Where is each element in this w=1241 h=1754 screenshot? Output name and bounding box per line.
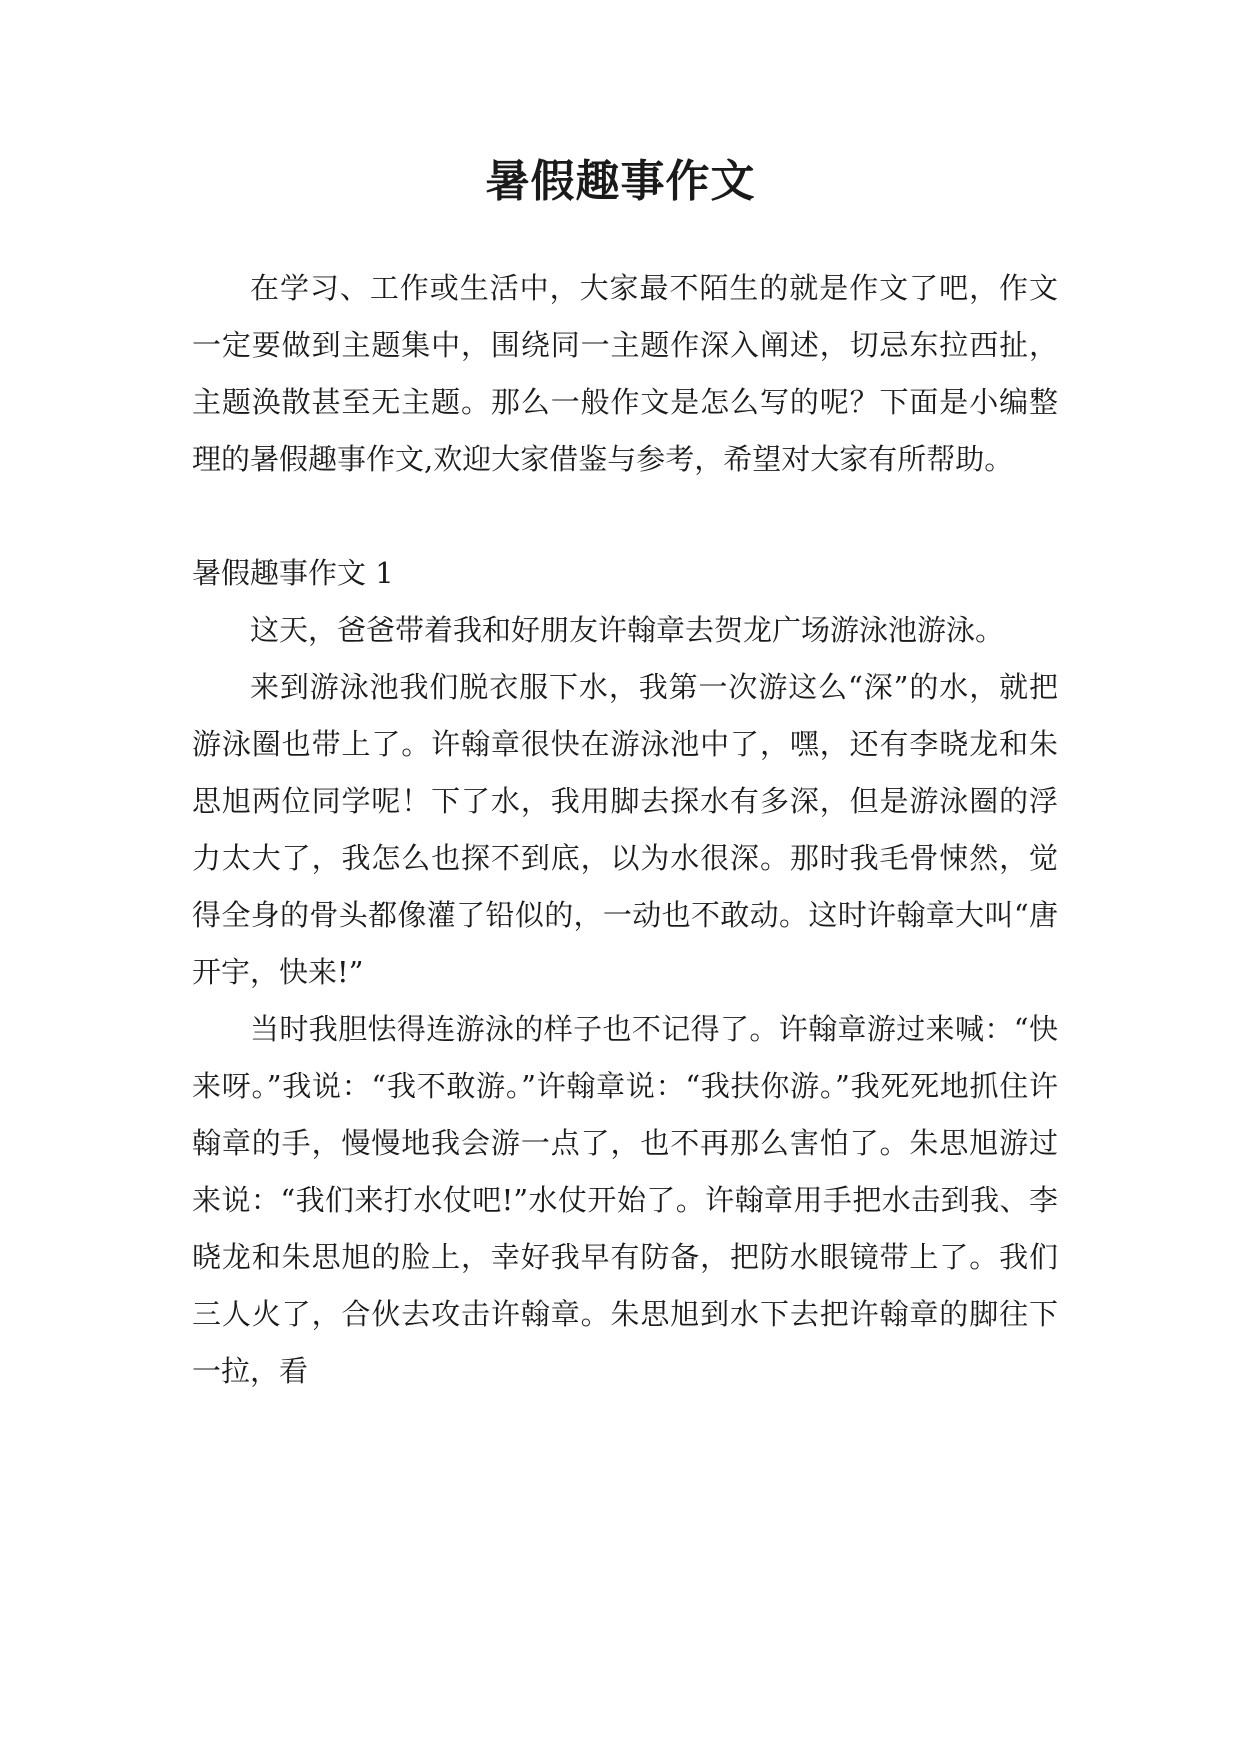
intro-paragraph: 在学习、工作或生活中，大家最不陌生的就是作文了吧，作文一定要做到主题集中，围绕同一主题作深入阐述，切忌东拉西扯，主题涣散甚至无主题。那么一般作文是怎么写的呢？下面是小编整理的暑假趣事作文,欢迎大家借鉴与参考，希望对大家有所帮助。 (192, 271, 1058, 476)
section-heading: 暑假趣事作文 1 (192, 556, 394, 590)
body-paragraph: 这天，爸爸带着我和好朋友许翰章去贺龙广场游泳池游泳。 (250, 613, 1005, 647)
document-title: 暑假趣事作文 (485, 156, 756, 207)
body-paragraph: 当时我胆怯得连游泳的样子也不记得了。许翰章游过来喊：“快来呀。”我说：“我不敢游。”许翰章说：“我扶你游。”我死死地抓住许翰章的手，慢慢地我会游一点了，也不再那么害怕了。朱思旭游过来说：“我们来打水仗吧!”水仗开始了。许翰章用手把水击到我、李晓龙和朱思旭的脸上，幸好我早有防备，把防水眼镜带上了。我们三人火了，合伙去攻击许翰章。朱思旭到水下去把许翰章的脚往下一拉，看 (192, 1012, 1058, 1388)
body-paragraph: 来到游泳池我们脱衣服下水，我第一次游这么“深”的水，就把游泳圈也带上了。许翰章很快在游泳池中了，嘿，还有李晓龙和朱思旭两位同学呢！下了水，我用脚去探水有多深，但是游泳圈的浮力太大了，我怎么也探不到底，以为水很深。那时我毛骨悚然，觉得全身的骨头都像灌了铅似的，一动也不敢动。这时许翰章大叫“唐开宇，快来!” (192, 670, 1058, 989)
document-body (192, 260, 1058, 1400)
section-1 (192, 545, 1058, 1400)
